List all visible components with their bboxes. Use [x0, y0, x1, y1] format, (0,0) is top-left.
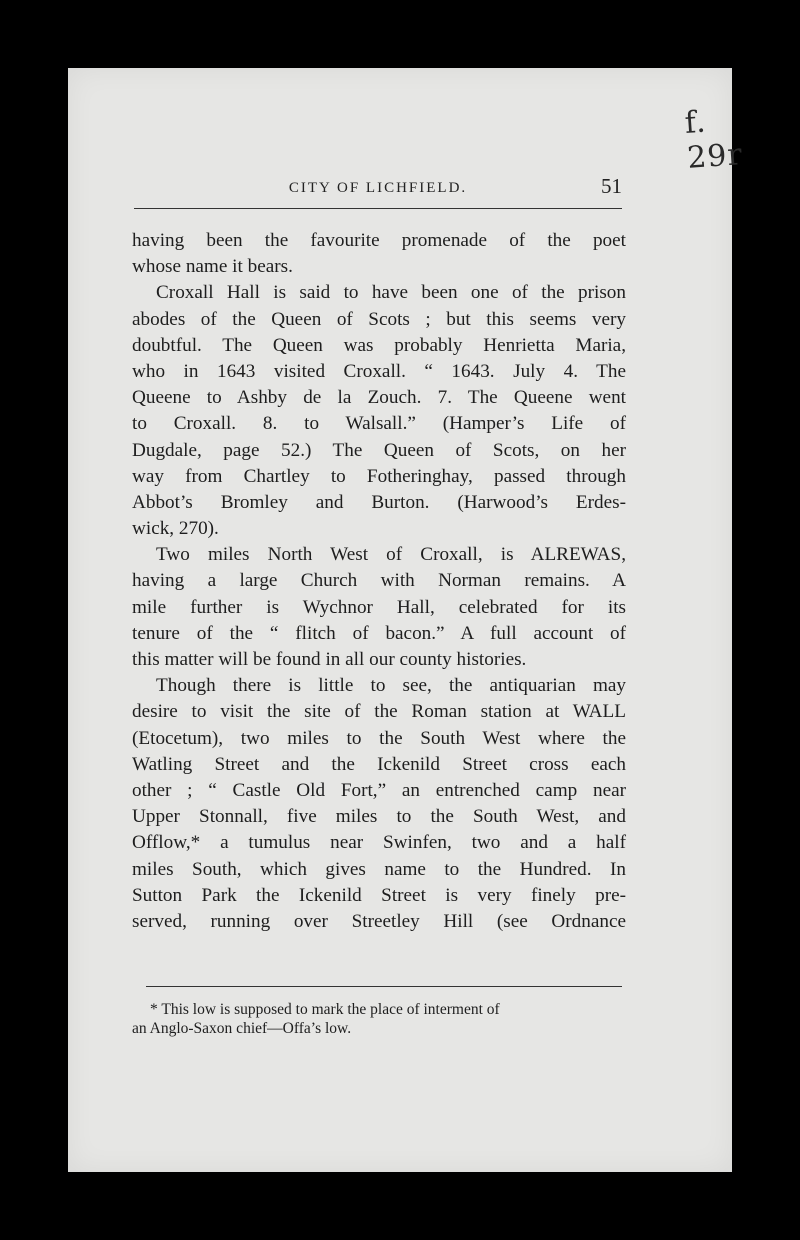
text-line: (Etocetum), two miles to the South West where the [132, 727, 626, 749]
text-line: way from Chartley to Fotheringhay, passed through [132, 465, 626, 487]
text-line: Offlow,* a tumulus near Swinfen, two and a half [132, 832, 626, 854]
text-line: Sutton Park the Ickenild Street is very finely pre- [132, 884, 626, 906]
text-line: Upper Stonnall, five miles to the South West, and [132, 806, 626, 828]
text-line: Queene to Ashby de la Zouch. 7. The Queene went [132, 387, 626, 409]
text-line: mile further is Wychnor Hall, celebrated for its [132, 596, 626, 618]
footnote [132, 1000, 628, 1038]
footnote-line: * This low is supposed to mark the place of interment of [150, 1001, 500, 1018]
text-line: abodes of the Queen of Scots ; but this seems very [132, 308, 626, 330]
body-text [132, 228, 626, 935]
folio-annotation: f. 29r [683, 104, 744, 176]
paragraph-start-line: Though there is little to see, the antiquarian may [156, 675, 626, 697]
text-line: other ; “ Castle Old Fort,” an entrenched camp near [132, 779, 626, 801]
text-line: Watling Street and the Ickenild Street cross each [132, 753, 626, 775]
running-title: CITY OF LICHFIELD. [288, 180, 468, 196]
paragraph-start-line: Two miles North West of Croxall, is ALREWAS, [156, 544, 626, 566]
page-number: 51 [601, 174, 622, 198]
page-header [134, 174, 622, 209]
text-line: whose name it bears. [132, 256, 293, 278]
paragraph-start-line: Croxall Hall is said to have been one of the prison [156, 282, 626, 304]
text-line: Dugdale, page 52.) The Queen of Scots, on her [132, 439, 626, 461]
text-line: who in 1643 visited Croxall. “ 1643. July 4. The [132, 360, 626, 382]
book-page [68, 68, 744, 1172]
text-line: served, running over Streetley Hill (see Ordnance [132, 910, 626, 932]
text-line: doubtful. The Queen was probably Henrietta Maria, [132, 334, 626, 356]
text-line: miles South, which gives name to the Hundred. In [132, 858, 626, 880]
text-line: having been the favourite promenade of the poet [132, 230, 626, 251]
text-line: having a large Church with Norman remains. A [132, 570, 626, 592]
footnote-line: an Anglo-Saxon chief—Offa’s low. [132, 1020, 352, 1037]
footnote-divider [146, 986, 622, 987]
text-line: to Croxall. 8. to Walsall.” (Hamper’s Life of [132, 413, 626, 435]
text-line: Abbot’s Bromley and Burton. (Harwood’s Erdes- [132, 491, 626, 513]
text-line: tenure of the “ flitch of bacon.” A full account of [132, 622, 626, 644]
text-line: wick, 270). [132, 518, 219, 540]
text-line: desire to visit the site of the Roman station at WALL [132, 701, 626, 723]
text-line: this matter will be found in all our county histories. [132, 649, 527, 670]
